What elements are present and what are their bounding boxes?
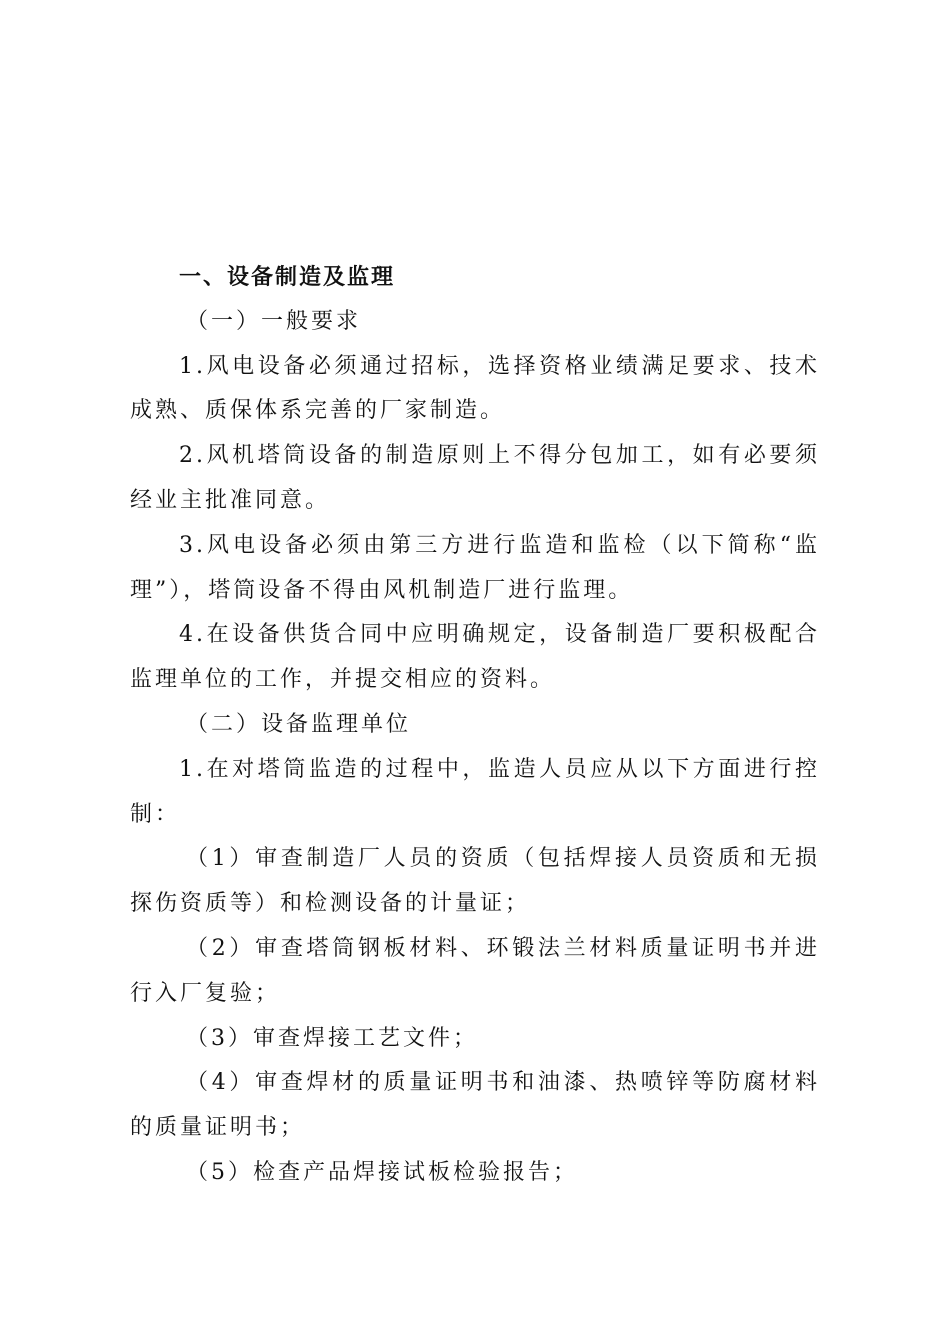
paragraph-1-line-1: 1.风电设备必须通过招标，选择资格业绩满足要求、技术: [179, 353, 820, 379]
list-item-1-line-1: （1）审查制造厂人员的资质（包括焊接人员资质和无损: [186, 846, 820, 872]
paragraph-2-line-2: 经业主批准同意。: [130, 487, 331, 513]
list-item-2-line-1: （2）审查塔筒钢板材料、环锻法兰材料质量证明书并进: [186, 935, 820, 961]
list-item-2-line-2: 行入厂复验；: [130, 980, 281, 1006]
subsection-heading-general-requirements: （一）一般要求: [186, 308, 362, 334]
paragraph-4-line-2: 监理单位的工作，并提交相应的资料。: [130, 667, 556, 693]
paragraph-5-line-1: 1.在对塔筒监造的过程中，监造人员应从以下方面进行控: [179, 756, 820, 782]
list-item-3-line-1: （3）审查焊接工艺文件；: [186, 1025, 478, 1051]
subsection-heading-supervision-unit: （二）设备监理单位: [186, 711, 412, 737]
paragraph-3-line-1: 3.风电设备必须由第三方进行监造和监检（以下简称“监: [179, 532, 820, 558]
list-item-1-line-2: 探伤资质等）和检测设备的计量证；: [130, 891, 531, 917]
list-item-4-line-2: 的质量证明书；: [130, 1115, 306, 1141]
paragraph-3-line-2: 理”），塔筒设备不得由风机制造厂进行监理。: [130, 577, 634, 603]
paragraph-2-line-1: 2.风机塔筒设备的制造原则上不得分包加工，如有必要须: [179, 443, 820, 469]
paragraph-5-line-2: 制：: [130, 801, 181, 827]
section-heading: 一、设备制造及监理: [179, 264, 396, 290]
list-item-4-line-1: （4）审查焊材的质量证明书和油漆、热喷锌等防腐材料: [186, 1070, 820, 1096]
paragraph-4-line-1: 4.在设备供货合同中应明确规定，设备制造厂要积极配合: [179, 622, 820, 648]
paragraph-1-line-2: 成熟、质保体系完善的厂家制造。: [130, 398, 506, 424]
list-item-5-line-1: （5）检查产品焊接试板检验报告；: [186, 1159, 578, 1185]
document-body: [130, 255, 820, 1196]
